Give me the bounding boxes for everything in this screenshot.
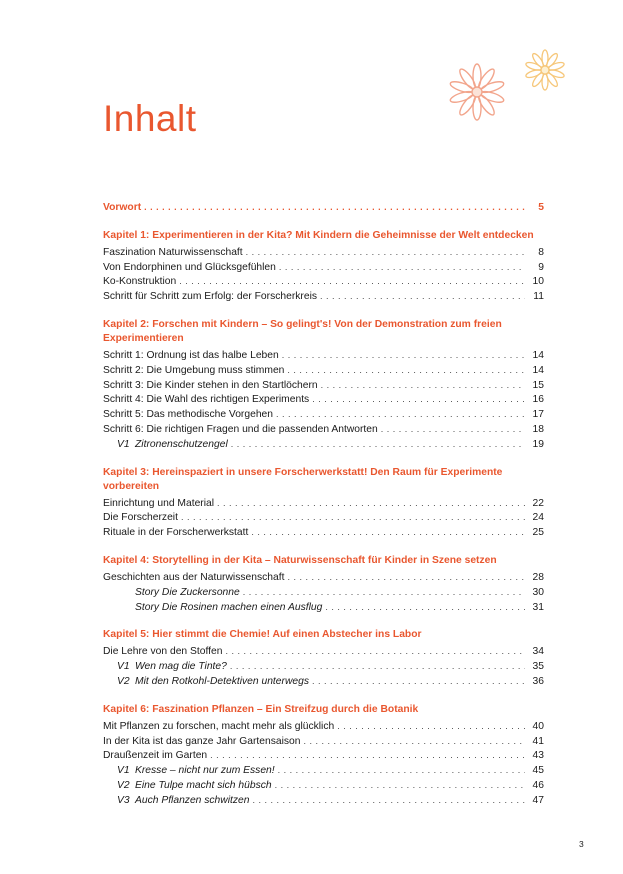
toc-entry-title: Schritt 1: Ordnung ist das halbe Leben (103, 349, 279, 361)
toc-entry[interactable] (103, 274, 544, 289)
toc-entry-page: 45 (532, 765, 544, 777)
toc-entry-page: 11 (533, 291, 544, 303)
dot-leader (320, 289, 525, 304)
dot-leader (312, 392, 525, 407)
toc-entry-title: Wen mag die Tinte? (135, 661, 227, 673)
dot-leader (275, 778, 525, 793)
chapter-heading[interactable]: Kapitel 2: Forschen mit Kindern – So gelingt's! Von der Demonstration zum freien Experimentieren (103, 318, 502, 344)
toc-entry[interactable] (103, 719, 544, 734)
toc-subentry[interactable] (103, 659, 544, 674)
dot-leader (278, 763, 525, 778)
toc-entry-page: 46 (532, 779, 544, 791)
toc-entry-title: Schritt 4: Die Wahl des richtigen Experiments (103, 394, 310, 406)
toc-entry-page: 14 (532, 349, 544, 361)
toc-entry-title: Zitronenschutzengel (135, 438, 228, 450)
toc-entry[interactable] (103, 407, 544, 422)
toc-entry-title: Einrichtung und Material (103, 497, 215, 509)
toc-entry-title: Rituale in der Forscherwerkstatt (103, 527, 249, 539)
chapter-heading[interactable]: Kapitel 6: Faszination Pflanzen – Ein Streifzug durch die Botanik (103, 703, 419, 715)
dot-leader (217, 496, 525, 511)
toc-entry-title: Schritt 3: Die Kinder stehen in den Startlöchern (103, 379, 318, 391)
toc-subentry[interactable] (103, 600, 544, 615)
toc-entry-title: Von Endorphinen und Glücksgefühlen (103, 261, 276, 273)
toc-entry-page: 18 (532, 423, 544, 435)
toc-entry-title: Die Lehre von den Stoffen (103, 646, 223, 658)
toc-subentry[interactable] (103, 778, 544, 793)
dot-leader (230, 659, 525, 674)
dot-leader (337, 719, 525, 734)
chapter-heading[interactable]: Kapitel 1: Experimentieren in der Kita? Mit Kindern die Geheimnisse der Welt entdecken (103, 229, 534, 241)
dot-leader (381, 422, 525, 437)
chapter-section (103, 318, 544, 452)
dot-leader (252, 793, 525, 808)
dot-leader (144, 200, 525, 215)
dot-leader (325, 600, 525, 615)
toc-entry-page: 28 (532, 571, 544, 583)
toc-entry-title: Kresse – nicht nur zum Essen! (135, 765, 275, 777)
toc-entry[interactable] (103, 392, 544, 407)
dot-leader (276, 407, 525, 422)
flower-decoration-icon (445, 44, 575, 124)
experiment-number: V3 (117, 794, 130, 806)
chapter-section (103, 554, 544, 614)
dot-leader (210, 748, 525, 763)
toc-entry-page: 47 (532, 794, 544, 806)
dot-leader (251, 525, 525, 540)
toc-entry-page: 16 (532, 394, 544, 406)
dot-leader (225, 644, 525, 659)
toc-entry-title: Draußenzeit im Garten (103, 750, 208, 762)
dot-leader (282, 348, 525, 363)
toc-entry[interactable] (103, 245, 544, 260)
chapter-section (103, 466, 544, 540)
toc-entry-page: 36 (532, 675, 544, 687)
toc-entry-title: Mit Pflanzen zu forschen, macht mehr als glücklich (103, 720, 335, 732)
page-number: 3 (579, 839, 584, 849)
chapter-heading[interactable]: Kapitel 5: Hier stimmt die Chemie! Auf einen Abstecher ins Labor (103, 629, 422, 641)
page-title: Inhalt (103, 98, 197, 139)
chapter-heading[interactable]: Kapitel 3: Hereinspaziert in unsere Forscherwerkstatt! Den Raum für Experimente vorbereiten (103, 466, 503, 492)
toc-entry-page: 15 (532, 379, 544, 391)
toc-entry-page: 5 (538, 202, 544, 213)
experiment-number: V2 (117, 779, 130, 791)
toc-entry[interactable] (103, 496, 544, 511)
toc-entry-page: 43 (532, 750, 544, 762)
toc-entry-page: 30 (532, 586, 544, 598)
toc-subentry[interactable] (103, 793, 544, 808)
toc-entry[interactable] (103, 348, 544, 363)
toc-entry-page: 17 (532, 409, 544, 421)
toc-entry[interactable] (103, 748, 544, 763)
toc-entry-title: Schritt 6: Die richtigen Fragen und die passenden Antworten (103, 423, 378, 435)
toc-entry[interactable] (103, 570, 544, 585)
dot-leader (312, 674, 525, 689)
toc-entry-page: 8 (538, 246, 544, 258)
toc-entry[interactable] (103, 525, 544, 540)
chapter-section (103, 703, 544, 808)
dot-leader (303, 734, 525, 749)
toc-entry-title: Story Die Rosinen machen einen Ausflug (135, 601, 323, 613)
toc-entry-page: 35 (532, 661, 544, 673)
toc-entry-title: Mit den Rotkohl-Detektiven unterwegs (135, 675, 309, 687)
toc-entry-page: 19 (532, 438, 544, 450)
toc-entry[interactable] (103, 510, 544, 525)
dot-leader (181, 510, 525, 525)
toc-entry-title: Die Forscherzeit (103, 512, 178, 524)
toc-entry-title: Auch Pflanzen schwitzen (135, 794, 250, 806)
experiment-number: V1 (117, 438, 130, 450)
dot-leader (231, 437, 525, 452)
dot-leader (287, 570, 525, 585)
toc-subentry[interactable] (103, 674, 544, 689)
toc-entry-page: 24 (532, 512, 544, 524)
toc-entry-page: 25 (532, 527, 544, 539)
toc-entry-page: 41 (532, 735, 544, 747)
toc-subentry[interactable] (103, 585, 544, 600)
toc-subentry[interactable] (103, 437, 544, 452)
toc-entry-title: Eine Tulpe macht sich hübsch (135, 779, 272, 791)
toc-entry[interactable] (103, 422, 544, 437)
chapter-section (103, 229, 544, 304)
dot-leader (279, 260, 525, 275)
toc-entry[interactable] (103, 734, 544, 749)
dot-leader (246, 245, 525, 260)
toc-entry-page: 31 (532, 601, 544, 613)
table-of-contents (103, 200, 544, 808)
toc-entry-page: 14 (532, 364, 544, 376)
toc-entry-title: Story Die Zuckersonne (135, 586, 240, 598)
toc-entry-title: In der Kita ist das ganze Jahr Gartensaison (103, 735, 301, 747)
toc-entry-title: Geschichten aus der Naturwissenschaft (103, 571, 285, 583)
dot-leader (287, 363, 525, 378)
toc-entry-preface[interactable] (103, 200, 544, 215)
toc-entry-title: Schritt 2: Die Umgebung muss stimmen (103, 364, 285, 376)
toc-entry[interactable] (103, 363, 544, 378)
toc-entry-page: 34 (532, 646, 544, 658)
chapter-heading[interactable]: Kapitel 4: Storytelling in der Kita – Naturwissenschaft für Kinder in Szene setzen (103, 554, 497, 566)
dot-leader (179, 274, 525, 289)
toc-entry-title: Ko-Konstruktion (103, 276, 177, 288)
toc-entry-title: Schritt für Schritt zum Erfolg: der Forscherkreis (103, 291, 318, 303)
toc-entry[interactable] (103, 260, 544, 275)
experiment-number: V2 (117, 675, 130, 687)
toc-subentry[interactable] (103, 763, 544, 778)
toc-entry-page: 10 (532, 276, 544, 288)
chapter-list (103, 229, 544, 808)
toc-entry[interactable] (103, 378, 544, 393)
toc-entry[interactable] (103, 289, 544, 304)
dot-leader (321, 378, 525, 393)
toc-entry-page: 22 (532, 497, 544, 509)
dot-leader (243, 585, 525, 600)
experiment-number: V1 (117, 765, 130, 777)
toc-entry-page: 9 (538, 261, 544, 273)
toc-entry-title: Faszination Naturwissenschaft (103, 246, 243, 258)
toc-entry-page: 40 (532, 720, 544, 732)
experiment-number: V1 (117, 661, 130, 673)
toc-entry[interactable] (103, 644, 544, 659)
toc-entry-title: Schritt 5: Das methodische Vorgehen (103, 409, 273, 421)
chapter-section (103, 628, 544, 688)
toc-entry-title: Vorwort (103, 202, 142, 213)
